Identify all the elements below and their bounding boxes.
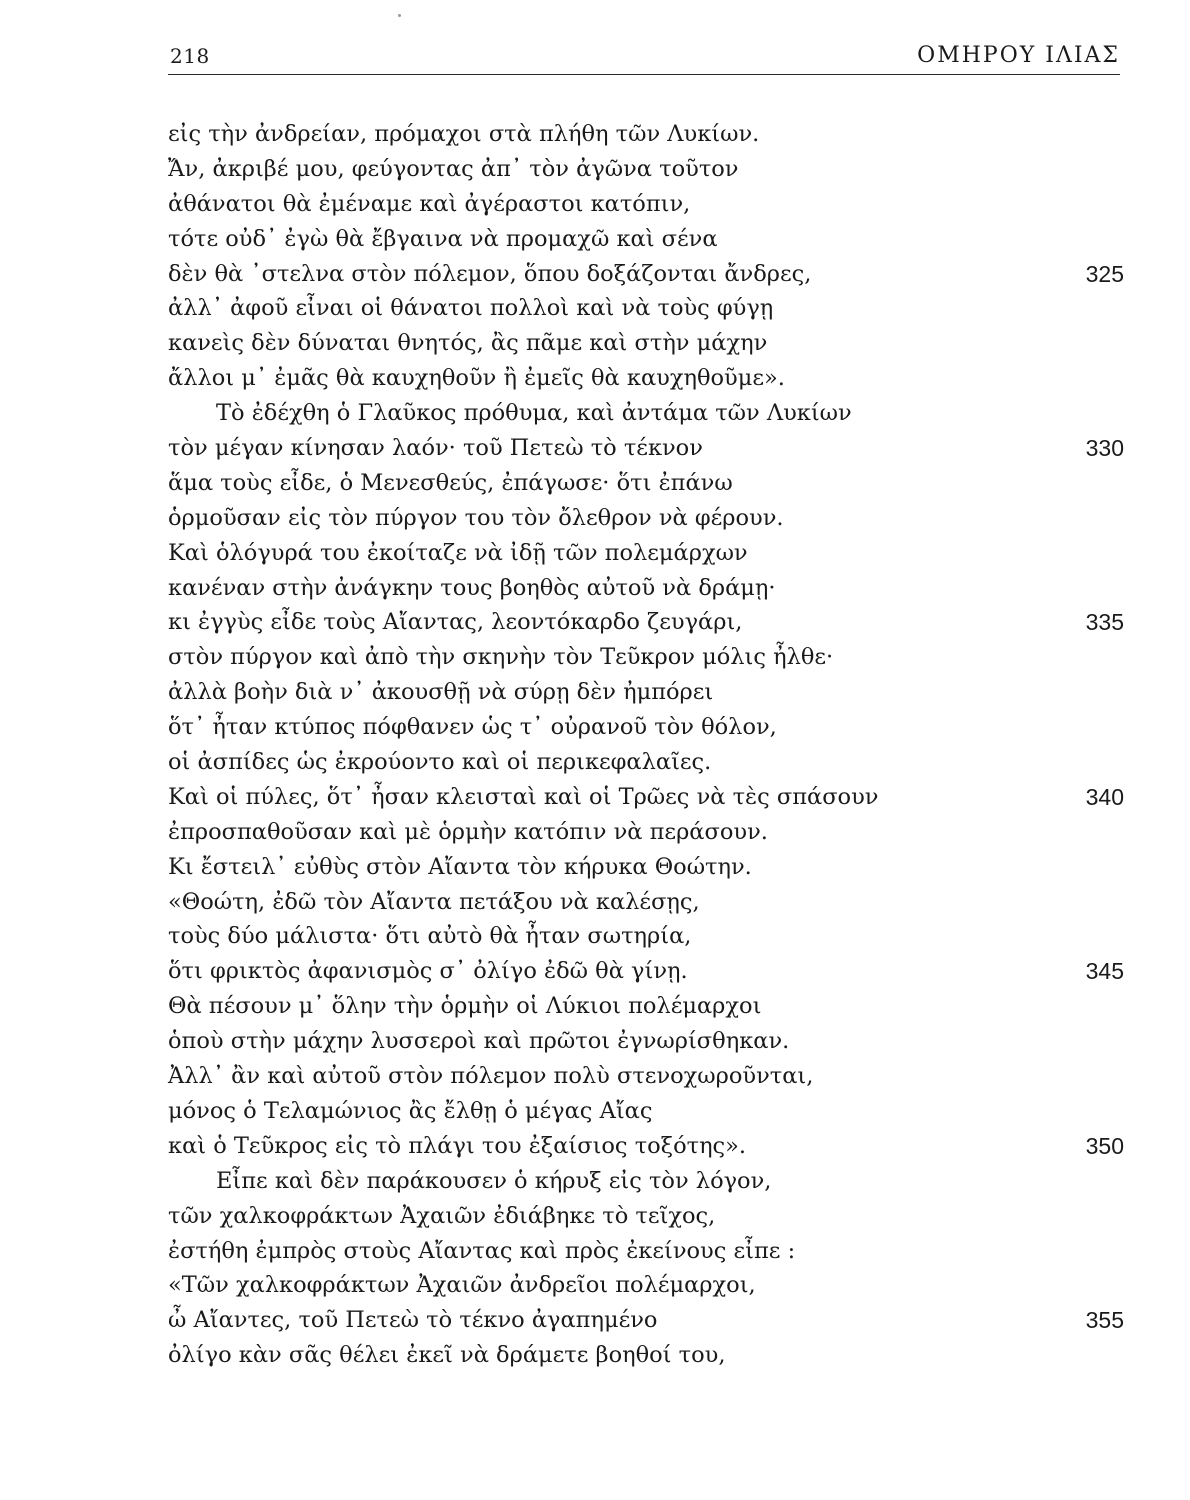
verse-text: Εἶπε καὶ δὲν παράκουσεν ὁ κήρυξ εἰς τὸν λόγον, — [216, 1167, 772, 1194]
verse-line — [168, 153, 1124, 188]
paper-speck — [398, 14, 401, 17]
verse-text: Τὸ ἐδέχθη ὁ Γλαῦκος πρόθυμα, καὶ ἀντάμα τῶν Λυκίων — [216, 400, 852, 427]
verse-text: οἱ ἀσπίδες ὡς ἐκρούοντο καὶ οἱ περικεφαλαῖες. — [168, 749, 712, 776]
verse-line — [168, 1130, 1124, 1165]
verse-line — [168, 711, 1124, 746]
verse-text: ἐπροσπαθοῦσαν καὶ μὲ ὁρμὴν κατόπιν νὰ περάσουν. — [168, 818, 768, 845]
verse-line — [168, 1304, 1124, 1339]
verse-line — [168, 397, 1124, 432]
verse-text: κανέναν στὴν ἀνάγκην τους βοηθὸς αὐτοῦ νὰ δράμῃ· — [168, 574, 776, 601]
verse-line — [168, 1235, 1124, 1270]
verse-line — [168, 258, 1124, 293]
verse-line — [168, 781, 1124, 816]
poem-body — [168, 118, 1124, 1374]
verse-text: «Θοώτη, ἐδῶ τὸν Αἴαντα πετάξου νὰ καλέσῃς, — [168, 888, 700, 915]
verse-line — [168, 537, 1124, 572]
verse-line — [168, 1165, 1124, 1200]
verse-text: τῶν χαλκοφράκτων Ἀχαιῶν ἐδιάβηκε τὸ τεῖχος, — [168, 1202, 716, 1229]
verse-line — [168, 816, 1124, 851]
verse-text: τοὺς δύο μάλιστα· ὅτι αὐτὸ θὰ ἦταν σωτηρία, — [168, 923, 692, 950]
verse-line — [168, 1060, 1124, 1095]
verse-text: κι ἐγγὺς εἶδε τοὺς Αἴαντας, λεοντόκαρδο ζευγάρι, — [168, 609, 743, 636]
verse-line — [168, 1200, 1124, 1235]
verse-text: Ἄν, ἀκριβέ μου, φεύγοντας ἀπ᾽ τὸν ἀγῶνα τοῦτον — [168, 155, 739, 182]
verse-line — [168, 1025, 1124, 1060]
verse-line — [168, 641, 1124, 676]
verse-text: Θὰ πέσουν μ᾽ ὅλην τὴν ὁρμὴν οἱ Λύκιοι πολέμαρχοι — [168, 993, 762, 1020]
verse-text: Κι ἔστειλ᾽ εὐθὺς στὸν Αἴαντα τὸν κήρυκα Θοώτην. — [168, 853, 752, 880]
verse-text: ὁποὺ στὴν μάχην λυσσεροὶ καὶ πρῶτοι ἐγνωρίσθηκαν. — [168, 1028, 790, 1055]
line-number: 350 — [1085, 1132, 1124, 1159]
page-number: 218 — [170, 44, 210, 68]
verse-text: δὲν θὰ ᾽στελνα στὸν πόλεμον, ὅπου δοξάζονται ἄνδρες, — [168, 260, 812, 287]
verse-line — [168, 746, 1124, 781]
line-number: 330 — [1085, 435, 1124, 462]
verse-line — [168, 223, 1124, 258]
verse-line — [168, 1269, 1124, 1304]
verse-text: τότε οὐδ᾽ ἐγὼ θὰ ἔβγαινα νὰ προμαχῶ καὶ σένα — [168, 225, 718, 252]
verse-text: ἀλλ᾽ ἀφοῦ εἶναι οἱ θάνατοι πολλοὶ καὶ νὰ τοὺς φύγῃ — [168, 295, 774, 322]
verse-line — [168, 572, 1124, 607]
verse-line — [168, 432, 1124, 467]
verse-line — [168, 955, 1124, 990]
verse-line — [168, 362, 1124, 397]
verse-text: καὶ ὁ Τεῦκρος εἰς τὸ πλάγι του ἐξαίσιος τοξότης». — [168, 1132, 747, 1159]
verse-text: ὦ Αἴαντες, τοῦ Πετεὼ τὸ τέκνο ἀγαπημένο — [168, 1307, 658, 1334]
verse-text: ὅτ᾽ ἦταν κτύπος πόφθανεν ὡς τ᾽ οὐρανοῦ τὸν θόλον, — [168, 714, 777, 741]
verse-line — [168, 327, 1124, 362]
verse-text: ὁρμοῦσαν εἰς τὸν πύργον του τὸν ὄλεθρον νὰ φέρουν. — [168, 504, 784, 531]
verse-text: «Τῶν χαλκοφράκτων Ἀχαιῶν ἀνδρεῖοι πολέμαρχοι, — [168, 1272, 756, 1299]
line-number: 345 — [1085, 958, 1124, 985]
verse-text: Καὶ ὁλόγυρά του ἐκοίταζε νὰ ἰδῇ τῶν πολεμάρχων — [168, 539, 748, 566]
verse-line — [168, 502, 1124, 537]
line-number: 355 — [1085, 1307, 1124, 1334]
verse-text: Ἀλλ᾽ ἂν καὶ αὐτοῦ στὸν πόλεμον πολὺ στενοχωροῦνται, — [168, 1063, 814, 1090]
verse-text: κανεὶς δὲν δύναται θνητός, ἂς πᾶμε καὶ στὴν μάχην — [168, 330, 768, 357]
verse-line — [168, 292, 1124, 327]
line-number: 325 — [1085, 260, 1124, 287]
running-title: ΟΜΗΡΟΥ ΙΛΙΑΣ — [917, 43, 1120, 68]
verse-text: ἐστήθη ἐμπρὸς στοὺς Αἴαντας καὶ πρὸς ἐκείνους εἶπε : — [168, 1237, 796, 1264]
verse-text: ἀθάνατοι θὰ ἐμέναμε καὶ ἀγέραστοι κατόπιν, — [168, 190, 691, 217]
verse-line — [168, 118, 1124, 153]
verse-text: ἅμα τοὺς εἶδε, ὁ Μενεσθεύς, ἐπάγωσε· ὅτι ἐπάνω — [168, 469, 733, 496]
verse-line — [168, 990, 1124, 1025]
verse-line — [168, 606, 1124, 641]
verse-text: ὅτι φρικτὸς ἀφανισμὸς σ᾽ ὀλίγο ἐδῶ θὰ γίνῃ. — [168, 958, 688, 985]
verse-text: ἀλλὰ βοὴν διὰ ν᾽ ἀκουσθῇ νὰ σύρῃ δὲν ἠμπόρει — [168, 679, 714, 706]
verse-line — [168, 467, 1124, 502]
verse-line — [168, 851, 1124, 886]
running-header — [168, 40, 1120, 75]
verse-line — [168, 1339, 1124, 1374]
line-number: 340 — [1085, 783, 1124, 810]
verse-text: μόνος ὁ Τελαμώνιος ἂς ἔλθῃ ὁ μέγας Αἴας — [168, 1097, 653, 1124]
verse-line — [168, 188, 1124, 223]
verse-line — [168, 886, 1124, 921]
verse-text: Καὶ οἱ πύλες, ὅτ᾽ ἦσαν κλεισταὶ καὶ οἱ Τρῶες νὰ τὲς σπάσουν — [168, 783, 879, 810]
line-number: 335 — [1085, 609, 1124, 636]
verse-text: ὀλίγο κὰν σᾶς θέλει ἐκεῖ νὰ δράμετε βοηθοί του, — [168, 1342, 726, 1369]
verse-text: εἰς τὴν ἀνδρείαν, πρόμαχοι στὰ πλήθη τῶν Λυκίων. — [168, 121, 760, 147]
verse-line — [168, 676, 1124, 711]
verse-line — [168, 1095, 1124, 1130]
verse-text: τὸν μέγαν κίνησαν λαόν· τοῦ Πετεὼ τὸ τέκνον — [168, 435, 703, 462]
verse-text: στὸν πύργον καὶ ἀπὸ τὴν σκηνὴν τὸν Τεῦκρον μόλις ἦλθε· — [168, 644, 834, 671]
verse-text: ἄλλοι μ᾽ ἐμᾶς θὰ καυχηθοῦν ἢ ἐμεῖς θὰ καυχηθοῦμε». — [168, 365, 785, 392]
verse-line — [168, 920, 1124, 955]
